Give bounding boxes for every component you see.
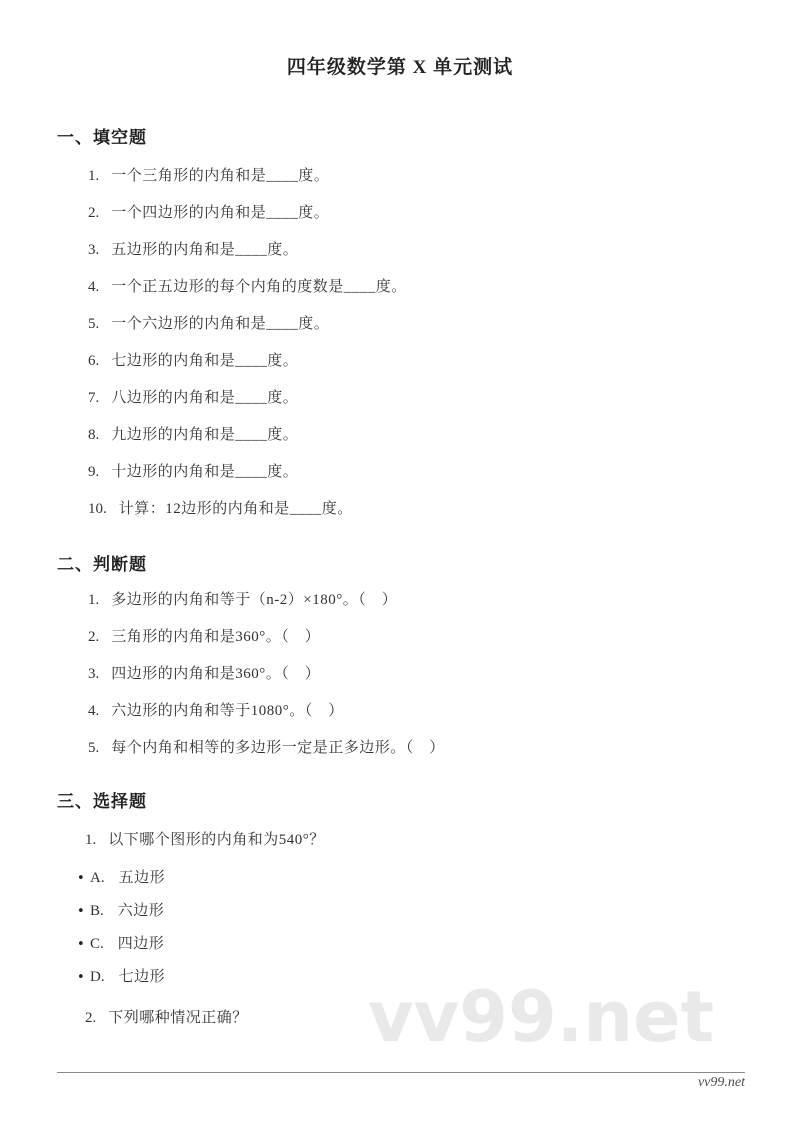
option-text: 五边形 [118, 870, 166, 886]
item-number: 4. [88, 703, 100, 719]
item-text: 一个正五边形的每个内角的度数是____度。 [111, 279, 407, 295]
choice-option-c [77, 934, 800, 955]
option-letter: A. [90, 870, 105, 886]
section-fill-blank-heading: 一、填空题 [57, 128, 147, 147]
item-text: 三角形的内角和是360°。（ ） [111, 629, 321, 645]
option-text: 六边形 [117, 903, 165, 919]
choice-question-1 [85, 830, 800, 851]
item-number: 3. [88, 242, 100, 258]
fill-blank-list [88, 166, 800, 520]
judgment-item [88, 701, 800, 722]
option-letter: C. [90, 936, 104, 952]
judgment-list [88, 590, 800, 759]
footer [57, 1072, 745, 1091]
fill-blank-item [88, 425, 800, 446]
item-number: 6. [88, 353, 100, 369]
choice-options-list [77, 868, 800, 988]
item-text: 计算：12边形的内角和是____度。 [118, 501, 353, 517]
item-number: 4. [88, 279, 100, 295]
choice-option-b [77, 901, 800, 922]
judgment-item [88, 590, 800, 611]
option-text: 四边形 [117, 936, 165, 952]
item-number: 1. [88, 168, 100, 184]
item-number: 9. [88, 464, 100, 480]
choice-option-a [77, 868, 800, 889]
item-number: 10. [88, 501, 107, 517]
fill-blank-item [88, 203, 800, 224]
item-text: 一个六边形的内角和是____度。 [111, 316, 330, 332]
bullet-icon [77, 868, 90, 889]
item-text: 五边形的内角和是____度。 [111, 242, 299, 258]
bullet-icon [77, 967, 90, 988]
choice-question-2 [85, 1008, 800, 1029]
item-number: 5. [88, 316, 100, 332]
watermark: vv99.net [368, 976, 715, 1058]
fill-blank-item [88, 462, 800, 483]
section-choice-heading: 三、选择题 [57, 792, 147, 811]
fill-blank-item [88, 388, 800, 409]
item-number: 2. [85, 1010, 97, 1026]
item-text: 一个四边形的内角和是____度。 [111, 205, 330, 221]
section-judgment-heading: 二、判断题 [57, 555, 147, 574]
choice-option-d [77, 967, 800, 988]
judgment-item [88, 664, 800, 685]
item-text: 七边形的内角和是____度。 [111, 353, 299, 369]
judgment-item [88, 738, 800, 759]
page-title: 四年级数学第 X 单元测试 [286, 57, 514, 78]
option-letter: D. [90, 969, 105, 985]
item-text: 九边形的内角和是____度。 [111, 427, 299, 443]
fill-blank-item [88, 277, 800, 298]
item-number: 2. [88, 629, 100, 645]
item-text: 四边形的内角和是360°。（ ） [111, 666, 321, 682]
item-number: 8. [88, 427, 100, 443]
judgment-item [88, 627, 800, 648]
footer-site-text: vv99.net [697, 1075, 745, 1090]
fill-blank-item [88, 314, 800, 335]
bullet-icon [77, 934, 90, 955]
item-text: 每个内角和相等的多边形一定是正多边形。（ ） [111, 740, 445, 756]
item-text: 下列哪种情况正确？ [108, 1010, 248, 1026]
item-number: 1. [85, 832, 97, 848]
item-text: 以下哪个图形的内角和为540°？ [108, 832, 325, 848]
item-text: 一个三角形的内角和是____度。 [111, 168, 330, 184]
option-letter: B. [90, 903, 104, 919]
item-text: 八边形的内角和是____度。 [111, 390, 299, 406]
fill-blank-item [88, 351, 800, 372]
fill-blank-item [88, 166, 800, 187]
item-number: 1. [88, 592, 100, 608]
option-text: 七边形 [118, 969, 166, 985]
item-text: 多边形的内角和等于（n-2）×180°。（ ） [111, 592, 398, 608]
item-number: 5. [88, 740, 100, 756]
item-text: 六边形的内角和等于1080°。（ ） [111, 703, 344, 719]
item-text: 十边形的内角和是____度。 [111, 464, 299, 480]
item-number: 3. [88, 666, 100, 682]
bullet-icon [77, 901, 90, 922]
item-number: 2. [88, 205, 100, 221]
fill-blank-item [88, 499, 800, 520]
fill-blank-item [88, 240, 800, 261]
item-number: 7. [88, 390, 100, 406]
